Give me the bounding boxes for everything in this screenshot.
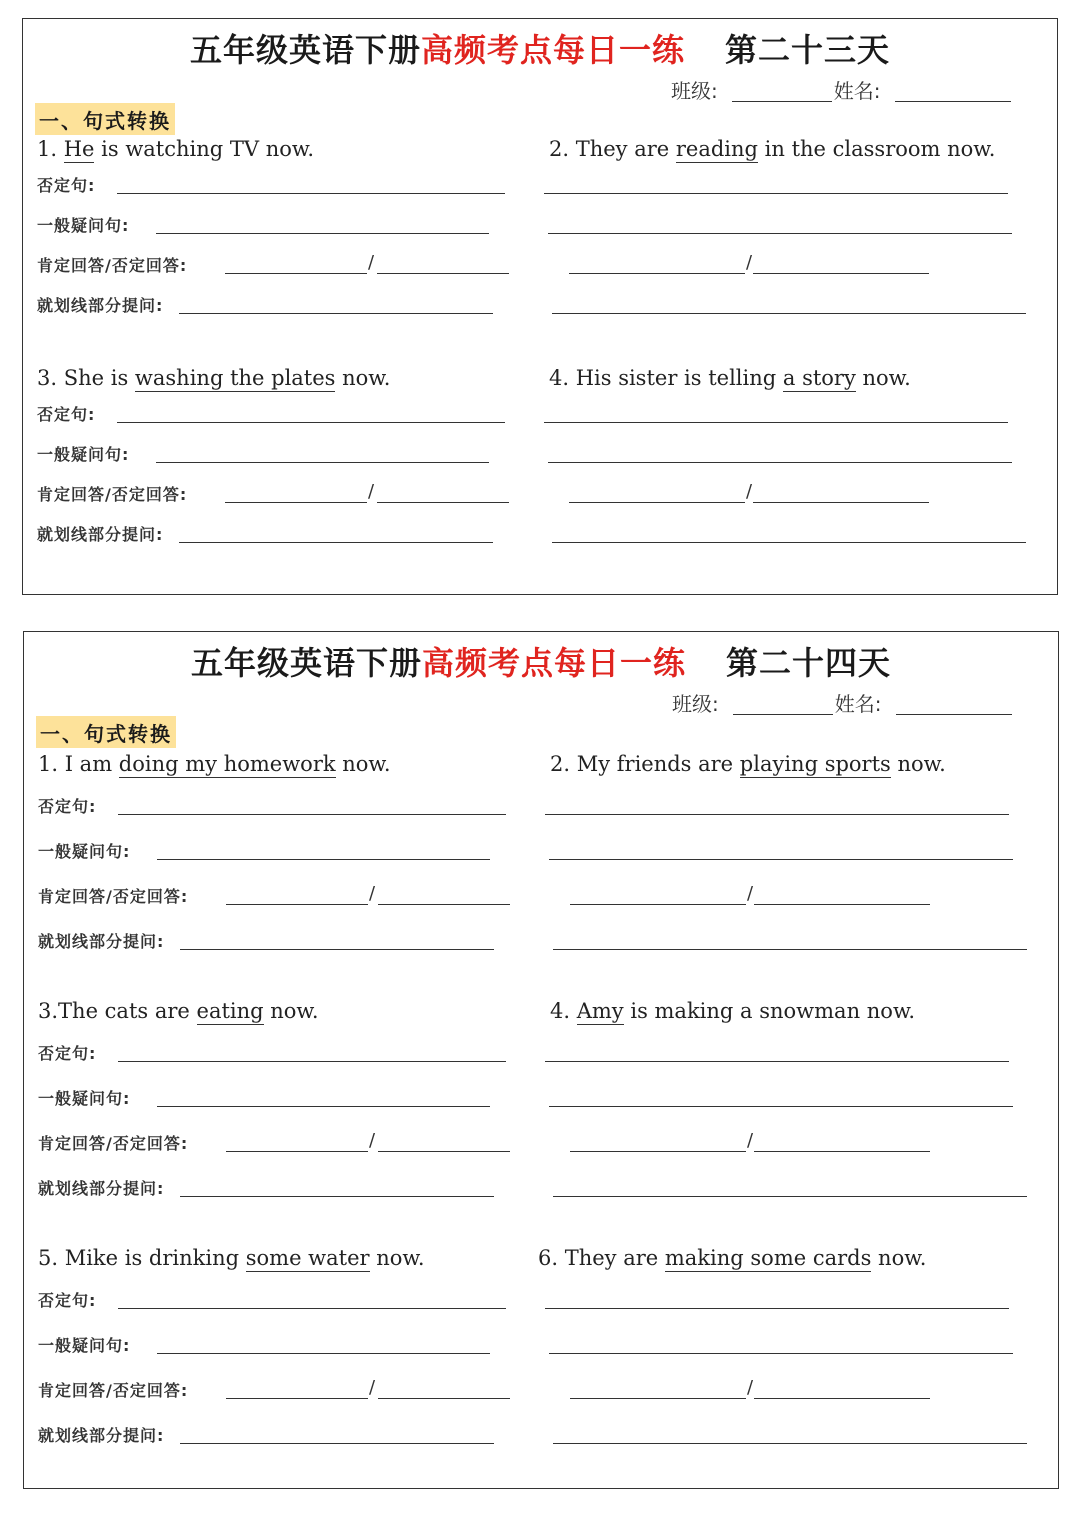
sentence-part: now. <box>335 366 391 390</box>
wh-question-label: 就划线部分提问: <box>37 296 164 315</box>
wh-question-field[interactable] <box>553 1443 1027 1444</box>
wh-question-field[interactable] <box>179 542 493 543</box>
title-grade-book: 五年级英语下册 <box>189 31 421 69</box>
wh-question-label: 就划线部分提问: <box>38 932 165 951</box>
yes-no-answers-no-field[interactable] <box>753 273 929 274</box>
negative-sentence-field[interactable] <box>117 422 505 423</box>
answer-slash: / <box>747 883 754 904</box>
sentence-part: in the classroom now. <box>758 137 996 161</box>
underlined-part: a story <box>782 366 856 390</box>
worksheet-day-23 <box>22 18 1058 595</box>
answer-slash: / <box>746 252 753 273</box>
negative-sentence-field[interactable] <box>117 193 505 194</box>
negative-sentence-label: 否定句: <box>38 1291 97 1310</box>
answer-slash: / <box>746 481 753 502</box>
wh-question-field[interactable] <box>179 313 493 314</box>
general-question-field[interactable] <box>549 1106 1013 1107</box>
name-label: 姓名: <box>833 79 881 103</box>
yes-no-answers-yes-field[interactable] <box>570 904 746 905</box>
wh-question-field[interactable] <box>552 313 1026 314</box>
answer-slash: / <box>368 252 375 273</box>
sentence-part: now. <box>335 752 391 776</box>
general-question-label: 一般疑问句: <box>37 216 130 235</box>
sentence-part: 1. I am <box>38 752 119 776</box>
answer-slash: / <box>369 1130 376 1151</box>
yes-no-answers-yes-field[interactable] <box>570 1398 746 1399</box>
wh-question-field[interactable] <box>553 1196 1027 1197</box>
question-2 <box>550 752 946 776</box>
general-question-label: 一般疑问句: <box>38 1336 131 1355</box>
yes-no-answers-label: 肯定回答/否定回答: <box>38 1381 189 1400</box>
negative-sentence-label: 否定句: <box>37 176 96 195</box>
general-question-field[interactable] <box>157 859 490 860</box>
yes-no-answers-yes-field[interactable] <box>225 502 367 503</box>
student-info <box>672 688 1014 717</box>
title-daily-practice: 高频考点每日一练 <box>421 644 686 682</box>
name-field[interactable] <box>895 81 1011 102</box>
sentence-part: now. <box>855 366 911 390</box>
general-question-field[interactable] <box>156 233 489 234</box>
general-question-label: 一般疑问句: <box>37 445 130 464</box>
general-question-field[interactable] <box>157 1353 490 1354</box>
yes-no-answers-label: 肯定回答/否定回答: <box>38 1134 189 1153</box>
answer-slash: / <box>747 1130 754 1151</box>
title-daily-practice: 高频考点每日一练 <box>420 31 685 69</box>
name-field[interactable] <box>896 694 1012 715</box>
negative-sentence-field[interactable] <box>545 1061 1009 1062</box>
sentence-part: 5. Mike is drinking <box>38 1246 246 1270</box>
yes-no-answers-no-field[interactable] <box>377 502 509 503</box>
general-question-label: 一般疑问句: <box>38 1089 131 1108</box>
yes-no-answers-no-field[interactable] <box>378 904 510 905</box>
question-4 <box>550 999 915 1023</box>
underlined-part: playing sports <box>739 752 891 776</box>
wh-question-label: 就划线部分提问: <box>37 525 164 544</box>
title-day: 第二十三天 <box>725 31 891 69</box>
general-question-field[interactable] <box>548 462 1012 463</box>
negative-sentence-label: 否定句: <box>37 405 96 424</box>
negative-sentence-field[interactable] <box>544 422 1008 423</box>
yes-no-answers-no-field[interactable] <box>378 1151 510 1152</box>
sentence-part: now. <box>890 752 946 776</box>
yes-no-answers-label: 肯定回答/否定回答: <box>37 485 188 504</box>
yes-no-answers-yes-field[interactable] <box>226 904 368 905</box>
wh-question-label: 就划线部分提问: <box>38 1179 165 1198</box>
negative-sentence-field[interactable] <box>118 1061 506 1062</box>
underlined-part: He <box>63 137 95 161</box>
title-day: 第二十四天 <box>726 644 892 682</box>
answer-slash: / <box>368 481 375 502</box>
question-1 <box>38 752 391 776</box>
underlined-part: making some cards <box>664 1246 872 1270</box>
wh-question-field[interactable] <box>180 949 494 950</box>
sentence-part: 3.The cats are <box>38 999 197 1023</box>
underlined-part: doing my homework <box>118 752 336 776</box>
general-question-field[interactable] <box>156 462 489 463</box>
yes-no-answers-no-field[interactable] <box>754 904 930 905</box>
class-field[interactable] <box>732 81 832 102</box>
yes-no-answers-label: 肯定回答/否定回答: <box>38 887 189 906</box>
question-3 <box>38 999 319 1023</box>
student-info <box>671 75 1013 104</box>
yes-no-answers-no-field[interactable] <box>377 273 509 274</box>
question-5 <box>38 1246 425 1270</box>
answer-slash: / <box>369 883 376 904</box>
wh-question-field[interactable] <box>553 949 1027 950</box>
wh-question-field[interactable] <box>180 1443 494 1444</box>
question-3 <box>37 366 390 390</box>
class-label: 班级: <box>671 79 718 103</box>
negative-sentence-field[interactable] <box>118 1308 506 1309</box>
sentence-part: now. <box>369 1246 425 1270</box>
underlined-part: washing the plates <box>134 366 336 390</box>
question-1 <box>37 137 314 161</box>
yes-no-answers-yes-field[interactable] <box>570 1151 746 1152</box>
yes-no-answers-yes-field[interactable] <box>226 1398 368 1399</box>
sentence-part: now. <box>263 999 319 1023</box>
sentence-part: 2. My friends are <box>550 752 740 776</box>
class-label: 班级: <box>672 692 719 716</box>
negative-sentence-field[interactable] <box>545 814 1009 815</box>
yes-no-answers-no-field[interactable] <box>754 1151 930 1152</box>
question-6 <box>538 1246 926 1270</box>
worksheet-day-24 <box>23 631 1059 1489</box>
yes-no-answers-no-field[interactable] <box>378 1398 510 1399</box>
yes-no-answers-yes-field[interactable] <box>226 1151 368 1152</box>
title-grade-book: 五年级英语下册 <box>190 644 422 682</box>
negative-sentence-label: 否定句: <box>38 1044 97 1063</box>
worksheet-title <box>24 638 1058 684</box>
general-question-field[interactable] <box>548 233 1012 234</box>
sentence-part: now. <box>871 1246 927 1270</box>
sentence-part: 4. <box>550 999 577 1023</box>
general-question-field[interactable] <box>549 859 1013 860</box>
question-4 <box>549 366 911 390</box>
sentence-part: is making a snowman now. <box>623 999 916 1023</box>
wh-question-field[interactable] <box>552 542 1026 543</box>
general-question-field[interactable] <box>549 1353 1013 1354</box>
general-question-field[interactable] <box>157 1106 490 1107</box>
answer-slash: / <box>747 1377 754 1398</box>
sentence-part: 4. His sister is telling <box>549 366 783 390</box>
sentence-part: is watching TV now. <box>94 137 315 161</box>
general-question-label: 一般疑问句: <box>38 842 131 861</box>
sentence-part: 3. She is <box>37 366 135 390</box>
negative-sentence-field[interactable] <box>544 193 1008 194</box>
underlined-part: reading <box>675 137 758 161</box>
yes-no-answers-yes-field[interactable] <box>225 273 367 274</box>
underlined-part: some water <box>245 1246 370 1270</box>
name-label: 姓名: <box>834 692 882 716</box>
section-heading: 一、句式转换 <box>35 103 175 135</box>
underlined-part: Amy <box>576 999 624 1023</box>
wh-question-field[interactable] <box>180 1196 494 1197</box>
sentence-part: 2. They are <box>549 137 676 161</box>
sentence-part: 1. <box>37 137 64 161</box>
negative-sentence-label: 否定句: <box>38 797 97 816</box>
wh-question-label: 就划线部分提问: <box>38 1426 165 1445</box>
yes-no-answers-yes-field[interactable] <box>569 273 745 274</box>
negative-sentence-field[interactable] <box>545 1308 1009 1309</box>
yes-no-answers-no-field[interactable] <box>753 502 929 503</box>
section-heading: 一、句式转换 <box>36 716 176 748</box>
worksheet-title <box>23 25 1057 71</box>
sentence-part: 6. They are <box>538 1246 665 1270</box>
class-field[interactable] <box>733 694 833 715</box>
yes-no-answers-yes-field[interactable] <box>569 502 745 503</box>
yes-no-answers-label: 肯定回答/否定回答: <box>37 256 188 275</box>
answer-slash: / <box>369 1377 376 1398</box>
underlined-part: eating <box>196 999 264 1023</box>
question-2 <box>549 137 995 161</box>
negative-sentence-field[interactable] <box>118 814 506 815</box>
yes-no-answers-no-field[interactable] <box>754 1398 930 1399</box>
